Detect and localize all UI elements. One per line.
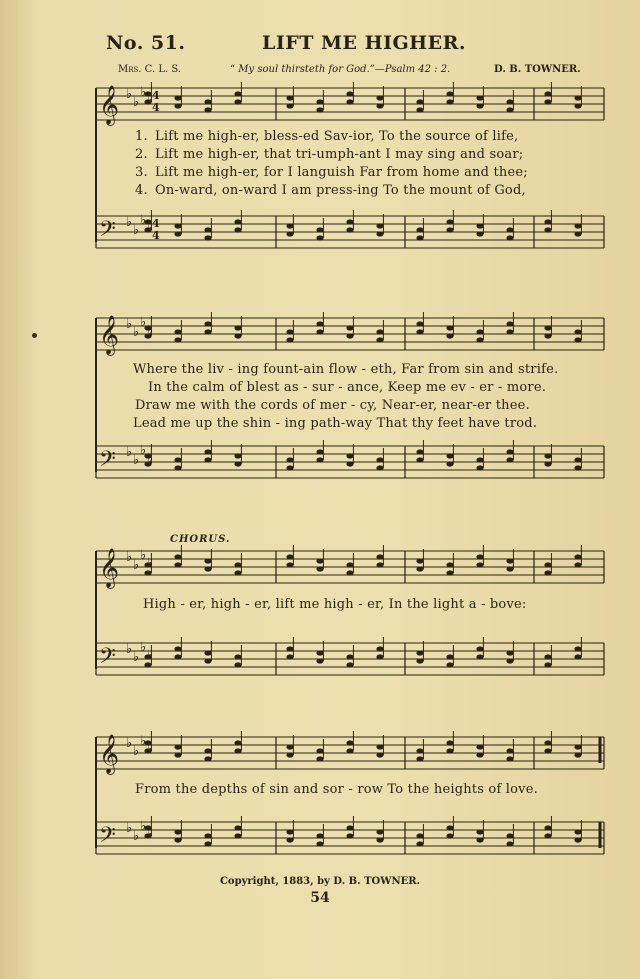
note-head: [416, 99, 423, 104]
verse-block-1: [135, 128, 585, 200]
note-head: [416, 107, 423, 112]
note-head: [346, 333, 353, 338]
note-head: [544, 740, 551, 745]
note-head: [286, 752, 293, 757]
note-head: [286, 329, 293, 334]
note-head: [446, 825, 453, 830]
time-signature: 4: [152, 101, 160, 114]
note-head: [476, 744, 483, 749]
time-signature: 4: [152, 217, 160, 230]
note-head: [346, 219, 353, 224]
note-head: [316, 756, 323, 761]
note-head: [376, 457, 383, 462]
note-head: [476, 646, 483, 651]
hymn-title: LIFT ME HIGHER.: [262, 32, 467, 54]
note-head: [574, 465, 581, 470]
note-head: [346, 570, 353, 575]
composer-credit: D. B. TOWNER.: [494, 64, 581, 75]
flat-sign: ♭: [140, 819, 147, 834]
note-head: [476, 103, 483, 108]
note-head: [204, 99, 211, 104]
note-head: [476, 223, 483, 228]
verse-text: Draw me with the cords of mer - cy, Near-er, near-er thee.: [135, 398, 530, 413]
note-head: [446, 570, 453, 575]
note-head: [476, 95, 483, 100]
flat-sign: ♭: [147, 451, 154, 466]
note-head: [376, 337, 383, 342]
copyright-notice: Copyright, 1883, by D. B. TOWNER.: [219, 876, 421, 887]
note-head: [544, 227, 551, 232]
note-head: [416, 833, 423, 838]
note-head: [544, 453, 551, 458]
treble-clef: 𝄞: [99, 85, 120, 125]
note-head: [174, 465, 181, 470]
note-head: [416, 650, 423, 655]
note-head: [234, 662, 241, 667]
note-head: [346, 227, 353, 232]
note-head: [234, 99, 241, 104]
bass-clef: 𝄢: [99, 217, 116, 247]
note-head: [316, 457, 323, 462]
flat-sign: ♭: [140, 315, 147, 330]
note-head: [544, 461, 551, 466]
verse-text: Lead me up the shin - ing path-way That thy feet have trod.: [133, 416, 538, 431]
note-head: [286, 231, 293, 236]
note-head: [316, 107, 323, 112]
note-head: [376, 231, 383, 236]
note-head: [346, 325, 353, 330]
note-head: [234, 333, 241, 338]
note-head: [234, 740, 241, 745]
note-head: [286, 95, 293, 100]
note-head: [476, 554, 483, 559]
flat-sign: ♭: [133, 95, 140, 110]
note-head: [506, 558, 513, 563]
note-head: [476, 829, 483, 834]
note-head: [204, 650, 211, 655]
note-head: [574, 337, 581, 342]
note-head: [506, 650, 513, 655]
note-head: [286, 654, 293, 659]
note-head: [506, 833, 513, 838]
note-head: [174, 562, 181, 567]
page-speck: [32, 333, 37, 338]
note-head: [416, 449, 423, 454]
note-head: [544, 833, 551, 838]
note-head: [316, 841, 323, 846]
note-head: [174, 654, 181, 659]
flat-sign: ♭: [147, 827, 154, 842]
note-head: [446, 99, 453, 104]
note-head: [204, 107, 211, 112]
page-number: 54: [310, 890, 330, 906]
note-head: [316, 329, 323, 334]
flat-sign: ♭: [126, 821, 133, 836]
note-head: [446, 748, 453, 753]
note-head: [574, 562, 581, 567]
note-head: [446, 325, 453, 330]
flat-sign: ♭: [126, 736, 133, 751]
flat-sign: ♭: [126, 642, 133, 657]
verse-line: [135, 128, 585, 146]
note-head: [316, 566, 323, 571]
note-head: [574, 829, 581, 834]
note-head: [286, 554, 293, 559]
note-head: [544, 570, 551, 575]
note-head: [446, 227, 453, 232]
note-head: [204, 329, 211, 334]
verse-text: Lift me high-er, bless-ed Sav-ior, To the source of life,: [155, 129, 519, 144]
note-head: [204, 841, 211, 846]
note-head: [416, 748, 423, 753]
note-head: [416, 235, 423, 240]
note-head: [574, 744, 581, 749]
note-head: [204, 756, 211, 761]
note-head: [574, 329, 581, 334]
flat-sign: ♭: [133, 223, 140, 238]
note-head: [174, 744, 181, 749]
note-head: [506, 449, 513, 454]
note-head: [506, 658, 513, 663]
verse-number: 3.: [135, 165, 148, 180]
note-head: [416, 566, 423, 571]
note-head: [506, 457, 513, 462]
note-head: [574, 752, 581, 757]
note-head: [574, 646, 581, 651]
note-head: [476, 329, 483, 334]
note-head: [506, 99, 513, 104]
note-head: [234, 833, 241, 838]
note-head: [286, 337, 293, 342]
note-head: [416, 756, 423, 761]
verse-number: 2.: [135, 147, 148, 162]
note-head: [204, 227, 211, 232]
note-head: [574, 223, 581, 228]
note-head: [376, 554, 383, 559]
note-head: [446, 91, 453, 96]
note-head: [204, 457, 211, 462]
note-head: [316, 449, 323, 454]
flat-sign: ♭: [147, 648, 154, 663]
note-head: [316, 658, 323, 663]
note-head: [316, 748, 323, 753]
note-head: [316, 235, 323, 240]
note-head: [234, 825, 241, 830]
note-head: [174, 457, 181, 462]
note-head: [234, 219, 241, 224]
note-head: [234, 654, 241, 659]
note-head: [544, 219, 551, 224]
note-head: [376, 329, 383, 334]
note-head: [446, 219, 453, 224]
note-head: [204, 833, 211, 838]
note-head: [346, 91, 353, 96]
note-head: [234, 748, 241, 753]
flat-sign: ♭: [147, 742, 154, 757]
note-head: [544, 825, 551, 830]
flat-sign: ♭: [133, 558, 140, 573]
treble-clef: 𝄞: [99, 734, 120, 774]
note-head: [416, 558, 423, 563]
note-head: [416, 658, 423, 663]
flat-sign: ♭: [126, 215, 133, 230]
note-head: [234, 570, 241, 575]
note-head: [416, 457, 423, 462]
note-head: [286, 457, 293, 462]
note-head: [204, 235, 211, 240]
treble-clef: 𝄞: [99, 548, 120, 588]
verse-line: [135, 182, 585, 200]
note-head: [544, 562, 551, 567]
note-head: [506, 756, 513, 761]
note-head: [346, 748, 353, 753]
note-head: [316, 558, 323, 563]
note-head: [286, 744, 293, 749]
note-head: [174, 337, 181, 342]
chorus-text: High - er, high - er, lift me high - er, In the light a - bove:: [143, 597, 527, 612]
note-head: [286, 829, 293, 834]
note-head: [204, 748, 211, 753]
note-head: [376, 829, 383, 834]
note-head: [286, 646, 293, 651]
note-head: [506, 841, 513, 846]
note-head: [234, 91, 241, 96]
note-head: [346, 825, 353, 830]
note-head: [544, 662, 551, 667]
flat-sign: ♭: [140, 443, 147, 458]
note-head: [144, 570, 151, 575]
chorus-text: From the depths of sin and sor - row To the heights of love.: [135, 782, 538, 797]
note-head: [476, 654, 483, 659]
note-head: [476, 457, 483, 462]
verse-text: Where the liv - ing fount-ain flow - eth, Far from sin and strife.: [133, 362, 559, 377]
note-head: [446, 662, 453, 667]
bass-clef: 𝄢: [99, 447, 116, 477]
note-head: [286, 562, 293, 567]
lyricist-credit: Mrs. C. L. S.: [118, 64, 181, 75]
note-head: [376, 562, 383, 567]
bass-clef: 𝄢: [99, 644, 116, 674]
note-head: [174, 103, 181, 108]
flat-sign: ♭: [133, 650, 140, 665]
note-head: [446, 461, 453, 466]
flat-sign: ♭: [126, 87, 133, 102]
note-head: [446, 740, 453, 745]
note-head: [376, 103, 383, 108]
note-head: [346, 562, 353, 567]
note-head: [574, 103, 581, 108]
note-head: [544, 654, 551, 659]
note-head: [316, 650, 323, 655]
note-head: [476, 837, 483, 842]
verse-text: Lift me high-er, for I languish Far from home and thee;: [155, 165, 528, 180]
note-head: [574, 457, 581, 462]
note-head: [544, 333, 551, 338]
note-head: [416, 321, 423, 326]
note-head: [346, 453, 353, 458]
hymn-number: No. 51.: [106, 32, 186, 54]
note-head: [506, 329, 513, 334]
flat-sign: ♭: [147, 221, 154, 236]
note-head: [234, 325, 241, 330]
note-head: [316, 99, 323, 104]
time-signature: 4: [152, 229, 160, 242]
chorus-label: CHORUS.: [170, 534, 231, 545]
note-head: [376, 223, 383, 228]
verse-line: [135, 164, 585, 182]
note-head: [476, 465, 483, 470]
note-head: [476, 562, 483, 567]
scripture-reference: “ My soul thirsteth for God.”—Psalm 42 : 2.: [230, 64, 451, 75]
note-head: [506, 321, 513, 326]
flat-sign: ♭: [126, 445, 133, 460]
flat-sign: ♭: [140, 640, 147, 655]
note-head: [316, 227, 323, 232]
verse-text: Lift me high-er, that tri-umph-ant I may sing and soar;: [155, 147, 524, 162]
note-head: [204, 321, 211, 326]
note-head: [174, 646, 181, 651]
note-head: [286, 223, 293, 228]
note-head: [174, 223, 181, 228]
flat-sign: ♭: [147, 323, 154, 338]
note-head: [574, 837, 581, 842]
note-head: [234, 453, 241, 458]
note-head: [544, 748, 551, 753]
note-head: [174, 95, 181, 100]
note-head: [234, 562, 241, 567]
flat-sign: ♭: [140, 85, 147, 100]
note-head: [416, 227, 423, 232]
note-head: [346, 833, 353, 838]
note-head: [144, 662, 151, 667]
flat-sign: ♭: [140, 734, 147, 749]
note-head: [376, 752, 383, 757]
verse-line: [135, 146, 585, 164]
note-head: [544, 325, 551, 330]
note-head: [174, 752, 181, 757]
note-head: [346, 654, 353, 659]
flat-sign: ♭: [133, 744, 140, 759]
flat-sign: ♭: [126, 317, 133, 332]
note-head: [346, 662, 353, 667]
note-head: [376, 646, 383, 651]
note-head: [476, 337, 483, 342]
note-head: [544, 91, 551, 96]
note-head: [286, 103, 293, 108]
note-head: [286, 837, 293, 842]
note-head: [376, 654, 383, 659]
note-head: [316, 321, 323, 326]
note-head: [286, 465, 293, 470]
note-head: [574, 654, 581, 659]
note-head: [346, 461, 353, 466]
verse-number: 1.: [135, 129, 148, 144]
note-head: [476, 752, 483, 757]
flat-sign: ♭: [126, 550, 133, 565]
note-head: [506, 748, 513, 753]
flat-sign: ♭: [147, 93, 154, 108]
note-head: [174, 837, 181, 842]
note-head: [204, 449, 211, 454]
note-head: [446, 453, 453, 458]
note-head: [174, 329, 181, 334]
note-head: [506, 107, 513, 112]
note-head: [346, 740, 353, 745]
verse-text: On-ward, on-ward I am press-ing To the mount of God,: [155, 183, 526, 198]
treble-clef: 𝄞: [99, 315, 120, 355]
flat-sign: ♭: [140, 213, 147, 228]
bass-clef: 𝄢: [99, 823, 116, 853]
note-head: [544, 99, 551, 104]
note-head: [204, 558, 211, 563]
verse-text: In the calm of blest as - sur - ance, Keep me ev - er - more.: [148, 380, 547, 395]
note-head: [476, 231, 483, 236]
note-head: [376, 744, 383, 749]
note-head: [376, 95, 383, 100]
flat-sign: ♭: [133, 325, 140, 340]
note-head: [416, 329, 423, 334]
note-head: [204, 566, 211, 571]
flat-sign: ♭: [140, 548, 147, 563]
note-head: [204, 658, 211, 663]
note-head: [506, 227, 513, 232]
note-head: [446, 562, 453, 567]
note-head: [446, 333, 453, 338]
flat-sign: ♭: [133, 453, 140, 468]
note-head: [416, 841, 423, 846]
note-head: [316, 833, 323, 838]
note-head: [446, 833, 453, 838]
note-head: [506, 235, 513, 240]
note-head: [174, 554, 181, 559]
note-head: [346, 99, 353, 104]
flat-sign: ♭: [133, 829, 140, 844]
note-head: [506, 566, 513, 571]
verse-number: 4.: [135, 183, 148, 198]
note-head: [234, 227, 241, 232]
note-head: [174, 829, 181, 834]
note-head: [574, 95, 581, 100]
note-head: [574, 554, 581, 559]
flat-sign: ♭: [147, 556, 154, 571]
note-head: [376, 837, 383, 842]
note-head: [446, 654, 453, 659]
note-head: [574, 231, 581, 236]
note-head: [234, 461, 241, 466]
time-signature: 4: [152, 89, 160, 102]
note-head: [376, 465, 383, 470]
note-head: [174, 231, 181, 236]
